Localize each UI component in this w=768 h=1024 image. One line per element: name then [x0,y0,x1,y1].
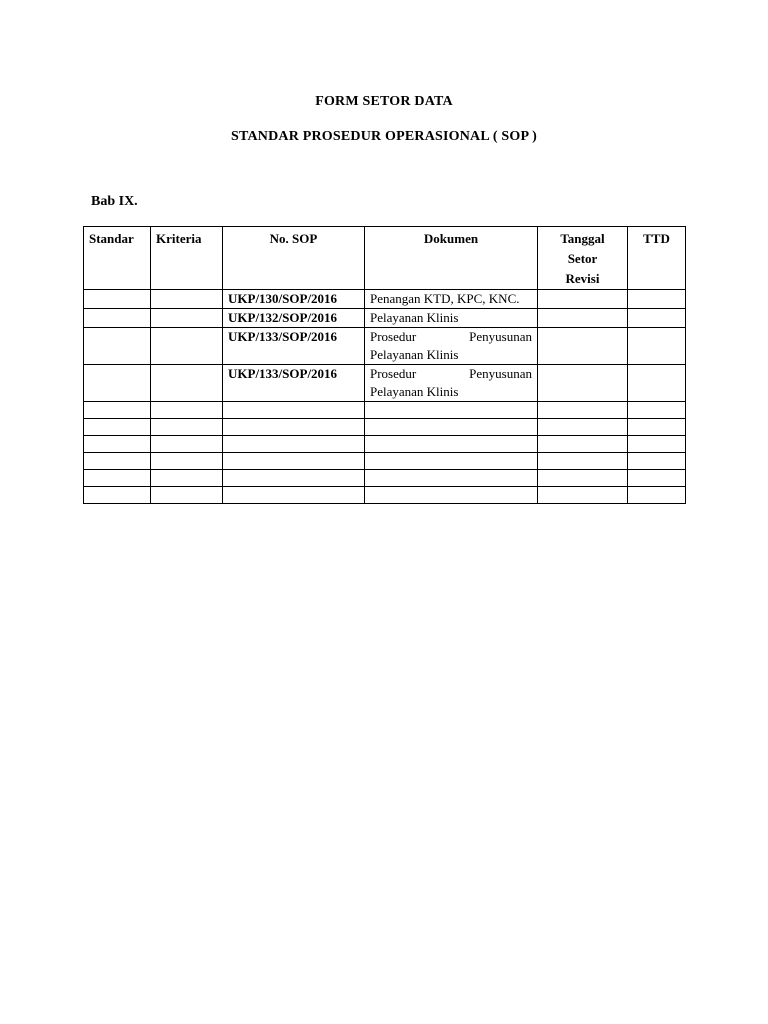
cell-tanggal[interactable] [538,365,628,402]
empty-cell[interactable] [151,487,223,504]
empty-cell[interactable] [365,419,538,436]
dokumen-word-1: Prosedur [370,329,417,344]
form-subtitle: STANDAR PROSEDUR OPERASIONAL ( SOP ) [230,129,538,144]
form-title: FORM SETOR DATA [315,94,453,109]
empty-cell[interactable] [628,487,686,504]
dokumen-word-2: Penyusunan [469,366,532,381]
dokumen-line-2: Pelayanan Klinis [370,384,459,399]
empty-cell[interactable] [538,453,628,470]
cell-dokumen [365,328,538,365]
cell-kriteria[interactable] [151,328,223,365]
empty-table-row [84,402,686,419]
header-ttd: TTD [628,227,686,290]
empty-cell[interactable] [84,487,151,504]
cell-ttd[interactable] [628,290,686,309]
empty-cell[interactable] [151,470,223,487]
cell-no-sop: UKP/133/SOP/2016 [223,365,365,402]
cell-standar[interactable] [84,365,151,402]
header-kriteria: Kriteria [151,227,223,290]
header-tanggal-setor-revisi [538,227,628,290]
dokumen-line-1 [370,328,532,346]
cell-tanggal[interactable] [538,328,628,365]
cell-kriteria[interactable] [151,290,223,309]
empty-cell[interactable] [628,419,686,436]
cell-dokumen: Pelayanan Klinis [365,309,538,328]
empty-cell[interactable] [223,487,365,504]
empty-cell[interactable] [223,453,365,470]
dokumen-word-1: Prosedur [370,366,417,381]
empty-table-row [84,436,686,453]
empty-table-row [84,419,686,436]
empty-cell[interactable] [538,470,628,487]
header-tanggal-line3: Revisi [565,271,600,286]
header-standar: Standar [84,227,151,290]
cell-tanggal[interactable] [538,309,628,328]
table-header-row [84,227,686,290]
cell-standar[interactable] [84,309,151,328]
empty-cell[interactable] [365,470,538,487]
cell-kriteria[interactable] [151,309,223,328]
cell-no-sop: UKP/133/SOP/2016 [223,328,365,365]
cell-ttd[interactable] [628,365,686,402]
dokumen-word-2: Penyusunan [469,329,532,344]
empty-cell[interactable] [365,487,538,504]
empty-table-row [84,453,686,470]
cell-dokumen: Penangan KTD, KPC, KNC. [365,290,538,309]
empty-cell[interactable] [84,470,151,487]
empty-cell[interactable] [538,487,628,504]
cell-ttd[interactable] [628,328,686,365]
dokumen-line-2: Pelayanan Klinis [370,347,459,362]
cell-tanggal[interactable] [538,290,628,309]
table-row [84,290,686,309]
empty-cell[interactable] [365,436,538,453]
empty-cell[interactable] [84,453,151,470]
empty-table-row [84,487,686,504]
empty-cell[interactable] [365,453,538,470]
header-tanggal-line1: Tanggal [560,231,605,246]
empty-cell[interactable] [538,436,628,453]
empty-cell[interactable] [538,402,628,419]
cell-dokumen [365,365,538,402]
empty-cell[interactable] [151,436,223,453]
header-no-sop: No. SOP [223,227,365,290]
table-row [84,365,686,402]
cell-standar[interactable] [84,328,151,365]
section-label: Bab IX. [91,194,138,209]
empty-cell[interactable] [628,470,686,487]
header-dokumen: Dokumen [365,227,538,290]
empty-cell[interactable] [223,402,365,419]
empty-table-row [84,470,686,487]
table-row [84,309,686,328]
empty-cell[interactable] [223,419,365,436]
table-row [84,328,686,365]
cell-ttd[interactable] [628,309,686,328]
cell-no-sop: UKP/130/SOP/2016 [223,290,365,309]
empty-cell[interactable] [84,402,151,419]
empty-cell[interactable] [628,453,686,470]
empty-cell[interactable] [628,436,686,453]
empty-cell[interactable] [84,436,151,453]
empty-cell[interactable] [223,470,365,487]
empty-cell[interactable] [538,419,628,436]
cell-kriteria[interactable] [151,365,223,402]
empty-cell[interactable] [84,419,151,436]
sop-table [83,226,686,504]
cell-no-sop: UKP/132/SOP/2016 [223,309,365,328]
empty-cell[interactable] [628,402,686,419]
empty-cell[interactable] [151,453,223,470]
empty-cell[interactable] [151,402,223,419]
empty-cell[interactable] [365,402,538,419]
empty-cell[interactable] [151,419,223,436]
dokumen-line-1 [370,365,532,383]
header-tanggal-line2: Setor [567,251,598,266]
cell-standar[interactable] [84,290,151,309]
empty-cell[interactable] [223,436,365,453]
